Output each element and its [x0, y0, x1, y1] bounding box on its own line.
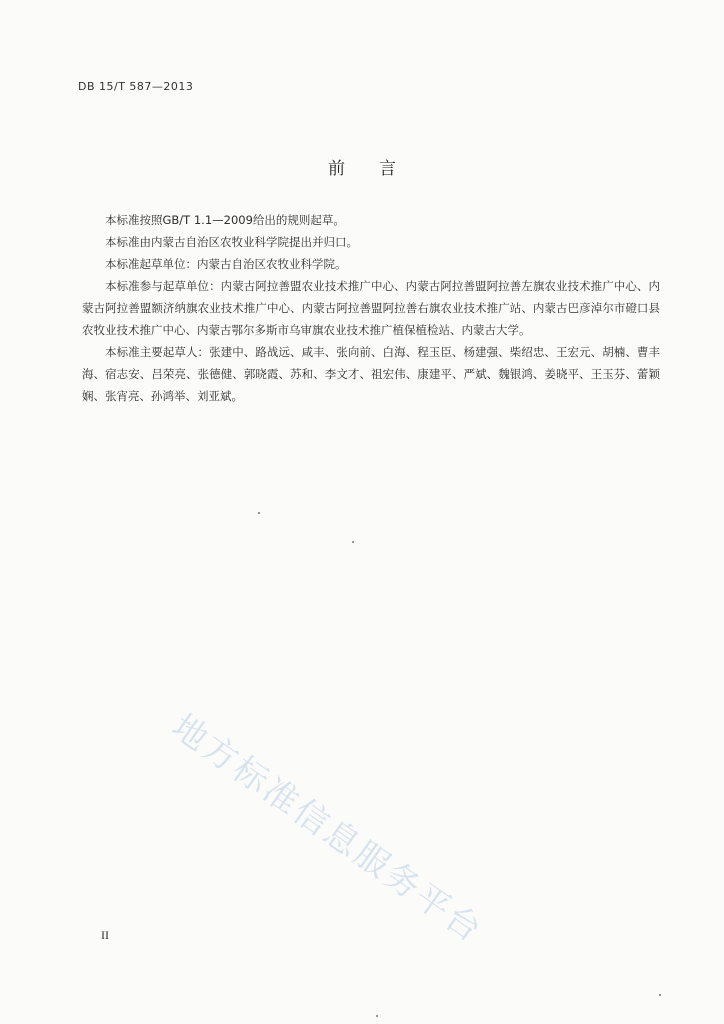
paragraph-drafting-unit: 本标准起草单位：内蒙古自治区农牧业科学院。	[105, 257, 347, 271]
scan-speck	[659, 994, 661, 996]
paragraph-main-drafters: 本标准主要起草人：张建中、路战远、咸丰、张向前、白海、程玉臣、杨建强、柴绍忠、王宏元、胡楠、曹丰海、宿志安、吕荣亮、张德健、郭晓霞、苏和、李文才、祖宏伟、康建平、严斌、魏银鸿、姜晓平、王玉芬、蕾颖娴、张宵亮、孙鸿举、刘亚斌。	[82, 345, 660, 403]
watermark: 地方标准信息服务平台	[164, 706, 491, 952]
document-code: DB 15/T 587—2013	[78, 80, 194, 93]
page-title: 前言	[328, 159, 430, 179]
paragraph-proposer: 本标准由内蒙古自治区农牧业科学院提出并归口。	[105, 235, 358, 249]
page-number: II	[101, 928, 109, 942]
scan-speck	[376, 1015, 378, 1017]
scan-speck	[258, 512, 260, 514]
scan-speck	[352, 541, 354, 543]
foreword-body	[82, 209, 660, 407]
paragraph-participating-units: 本标准参与起草单位：内蒙古阿拉善盟农业技术推广中心、内蒙古阿拉善盟阿拉善左旗农业技术推广中心、内蒙古阿拉善盟额济纳旗农业技术推广中心、内蒙古阿拉善盟阿拉善右旗农业技术推广站、内蒙古巴彦淖尔市磴口县农牧业技术推广中心、内蒙古鄂尔多斯市乌审旗农业技术推广植保植检站、内蒙古大学。	[82, 279, 660, 337]
paragraph-drafting-rules: 本标准按照GB/T 1.1—2009给出的规则起草。	[105, 213, 345, 227]
